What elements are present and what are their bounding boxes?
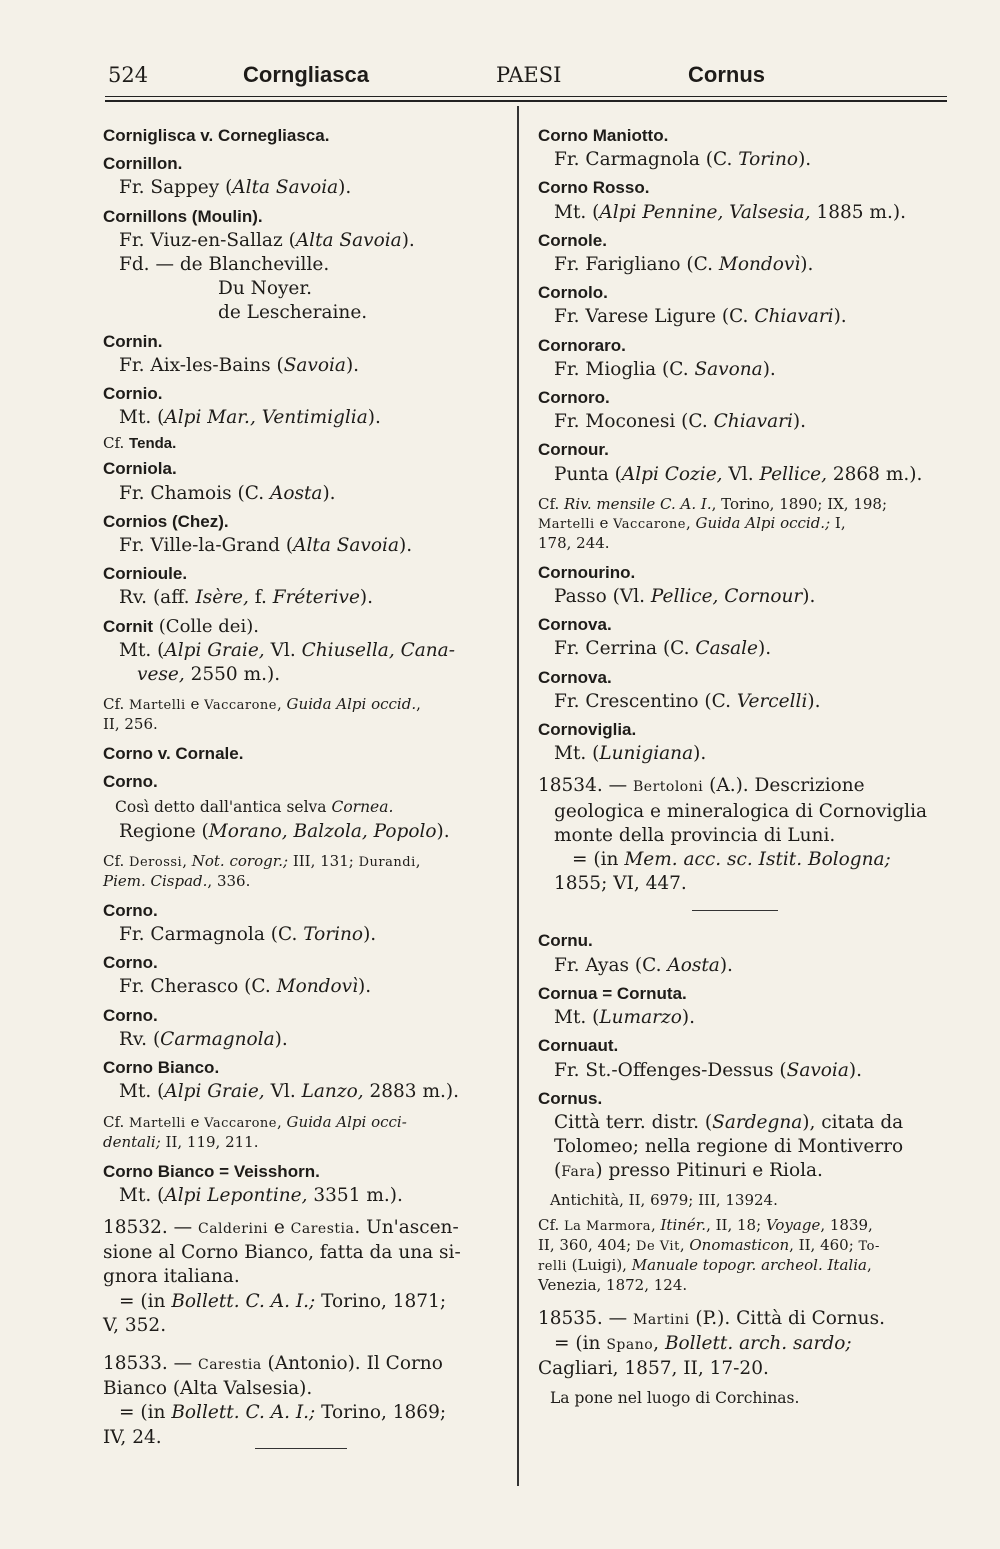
entry-line: Regione (Morano, Balzola, Popolo). (119, 820, 450, 842)
reference-line: Antichità, II, 6979; III, 13924. (550, 1190, 778, 1209)
entry-heading: Cornoraro. (538, 335, 626, 355)
biblio-line: sione al Corno Bianco, fatta da una si- (103, 1242, 461, 1264)
entry-line: Fr. Carmagnola (C. Torino). (119, 924, 377, 946)
entry-line: Tolomeo; nella regione di Montiverro (554, 1136, 904, 1158)
biblio-line: Bianco (Alta Valsesia). (103, 1378, 313, 1400)
entry-line: Fr. Ville-la-Grand (Alta Savoia). (119, 535, 413, 557)
entry-line: Fr. Aix-les-Bains (Savoia). (119, 354, 360, 376)
entry-heading: Corniola. (103, 459, 177, 479)
entry-heading: Corno Maniotto. (538, 126, 669, 145)
entry-line: Mt. (Alpi Graie, Vl. Lanzo, 2883 m.). (119, 1081, 459, 1103)
entry-line: Mt. (Alpi Mar., Ventimiglia). (119, 407, 381, 429)
entry-heading: Cornour. (538, 440, 609, 460)
reference-line: Piem. Cispad., 336. (103, 871, 251, 890)
entry-line: Fd. — de Blancheville. (119, 254, 330, 276)
entry-heading: Corno v. Cornale. (103, 744, 244, 764)
entry-line: Mt. (Alpi Graie, Vl. Chiusella, Cana- (119, 639, 455, 661)
reference-line: Cf. La Marmora, Itinér., II, 18; Voyage, 1839, (538, 1215, 873, 1234)
biblio-line: = (in Mem. acc. sc. Istit. Bologna; (572, 849, 891, 871)
column-divider (517, 106, 519, 1486)
entry-line: Mt. (Lumarzo). (554, 1007, 695, 1029)
entry-heading: Cornioule. (103, 564, 188, 584)
reference-line: II, 256. (103, 715, 158, 734)
note-line: La pone nel luogo di Corchinas. (550, 1389, 800, 1408)
entry-heading: Cornus. (538, 1088, 603, 1108)
entry-heading: Cornole. (538, 230, 607, 250)
entry-heading: Cornolo. (538, 283, 608, 303)
biblio-line: 18533. — Carestia (Antonio). Il Corno (103, 1352, 443, 1374)
entry-heading: Cornio. (103, 384, 163, 404)
entry-line: de Lescheraine. (218, 302, 368, 324)
entry-line: Fr. Cerrina (C. Casale). (554, 638, 772, 660)
entry-line: vese, 2550 m.). (137, 664, 281, 686)
entry-line: Fr. Carmagnola (C. Torino). (554, 149, 812, 171)
entry-line: Rv. (Carmagnola). (119, 1028, 288, 1050)
header-rule (105, 96, 947, 97)
reference-line: 178, 244. (538, 533, 610, 552)
entry-heading: Cornourino. (538, 562, 636, 582)
entry-heading: Cornoro. (538, 388, 610, 408)
entry-line: (Fara) presso Pitinuri e Riola. (554, 1160, 823, 1182)
entry-heading: Cornillon. (103, 154, 183, 174)
bibliography-entry (103, 1352, 508, 1450)
entry-line: Fr. Moconesi (C. Chiavari). (554, 411, 806, 433)
biblio-line: = (in Bollett. C. A. I.; Torino, 1871; (119, 1290, 447, 1312)
entry-line: Fr. Ayas (C. Aosta). (554, 954, 733, 976)
biblio-line: 18532. — Calderini e Carestia. Un'ascen- (103, 1216, 459, 1238)
entry-line: Passo (Vl. Pellice, Cornour). (554, 586, 816, 608)
page-number: 524 (108, 63, 149, 87)
reference-line: Cf. Martelli e Vaccarone, Guida Alpi occi- (103, 1112, 407, 1131)
entry-heading: Corno. (103, 1005, 158, 1025)
entry-heading: Cornillons (Moulin). (103, 206, 263, 226)
entry-heading: Cornit (Colle dei). (103, 615, 259, 637)
entry-heading: Cornova. (538, 615, 612, 635)
reference-line: relli (Luigi), Manuale topogr. archeol. Italia, (538, 1255, 872, 1274)
biblio-line: Cagliari, 1857, II, 17-20. (538, 1357, 769, 1379)
biblio-line: = (in Bollett. C. A. I.; Torino, 1869; (119, 1402, 447, 1424)
entry-heading: Cornios (Chez). (103, 511, 229, 531)
biblio-line: V, 352. (103, 1314, 167, 1336)
biblio-line: IV, 24. (103, 1426, 162, 1448)
biblio-line: 1855; VI, 447. (554, 873, 687, 895)
reference-line: Cf. Martelli e Vaccarone, Guida Alpi occid., (103, 695, 421, 714)
entry-heading: Cornoviglia. (538, 720, 637, 740)
bibliography-entry (103, 1216, 508, 1338)
bibliography-entry (538, 1307, 948, 1409)
entry-line: Così detto dall'antica selva Cornea. (115, 797, 394, 816)
entry-heading: Corno Rosso. (538, 178, 650, 198)
entry-heading: Cornua = Cornuta. (538, 983, 687, 1003)
entry-line: Fr. Cherasco (C. Mondovì). (119, 976, 372, 998)
entry-line: Fr. Farigliano (C. Mondovì). (554, 254, 814, 276)
reference-line: Martelli e Vaccarone, Guida Alpi occid.; I, (538, 513, 846, 532)
entry-line: Città terr. distr. (Sardegna), citata da (554, 1111, 904, 1133)
entry-heading: Corniglisca v. Cornegliasca. (103, 126, 330, 145)
header-left-title: Corngliasca (243, 62, 369, 87)
page-header (0, 58, 1000, 92)
entry-heading: Corno Bianco. (103, 1058, 220, 1078)
biblio-line: 18534. — Bertoloni (A.). Descrizione (538, 775, 865, 797)
reference-line: Cf. Tenda. (103, 434, 177, 453)
entry-heading: Cornin. (103, 331, 163, 351)
entry-heading: Cornu. (538, 931, 593, 951)
reference-line: II, 360, 404; De Vit, Onomasticon, II, 460; To- (538, 1235, 880, 1254)
reference-line: Cf. Derossi, Not. corogr.; III, 131; Durandi, (103, 851, 421, 870)
biblio-line: gnora italiana. (103, 1266, 240, 1288)
biblio-line: monte della provincia di Luni. (554, 824, 836, 846)
entry-heading: Corno. (103, 772, 158, 792)
entry-line: Fr. Chamois (C. Aosta). (119, 482, 336, 504)
right-column (538, 124, 948, 1408)
entry-line: Du Noyer. (218, 278, 313, 300)
entry-line: Mt. (Alpi Pennine, Valsesia, 1885 m.). (554, 201, 906, 223)
reference-line: Cf. Riv. mensile C. A. I., Torino, 1890; IX, 198; (538, 494, 888, 513)
entry-line: Fr. Sappey (Alta Savoia). (119, 177, 352, 199)
entry-line: Mt. (Alpi Lepontine, 3351 m.). (119, 1184, 403, 1206)
left-column (103, 124, 508, 1449)
bibliography-entry (538, 774, 948, 896)
entry-line: Fr. Varese Ligure (C. Chiavari). (554, 306, 847, 328)
entry-heading: Corno Bianco = Veisshorn. (103, 1161, 320, 1181)
entry-line: Fr. Viuz-en-Sallaz (Alta Savoia). (119, 229, 415, 251)
header-right-title: Cornus (688, 62, 765, 87)
biblio-line: = (in Spano, Bollett. arch. sardo; (554, 1332, 852, 1354)
entry-heading: Corno. (103, 900, 158, 920)
entry-heading: Cornova. (538, 667, 612, 687)
entry-heading: Corno. (103, 953, 158, 973)
header-rule-thick (105, 100, 947, 102)
entry-line: Fr. St.-Offenges-Dessus (Savoia). (554, 1059, 862, 1081)
entry-line: Punta (Alpi Cozie, Vl. Pellice, 2868 m.). (554, 463, 923, 485)
header-center-title: PAESI (496, 63, 562, 87)
reference-line: dentali; II, 119, 211. (103, 1132, 259, 1151)
entry-line: Fr. Mioglia (C. Savona). (554, 358, 776, 380)
biblio-line: geologica e mineralogica di Cornoviglia (554, 800, 928, 822)
section-divider (255, 1448, 347, 1449)
entry-line: Mt. (Lunigiana). (554, 743, 707, 765)
reference-line: Venezia, 1872, 124. (538, 1275, 688, 1294)
entry-line: Fr. Crescentino (C. Vercelli). (554, 690, 821, 712)
biblio-line: 18535. — Martini (P.). Città di Cornus. (538, 1307, 885, 1329)
entry-line: Rv. (aff. Isère, f. Fréterive). (119, 587, 374, 609)
entry-heading: Cornuaut. (538, 1036, 619, 1056)
